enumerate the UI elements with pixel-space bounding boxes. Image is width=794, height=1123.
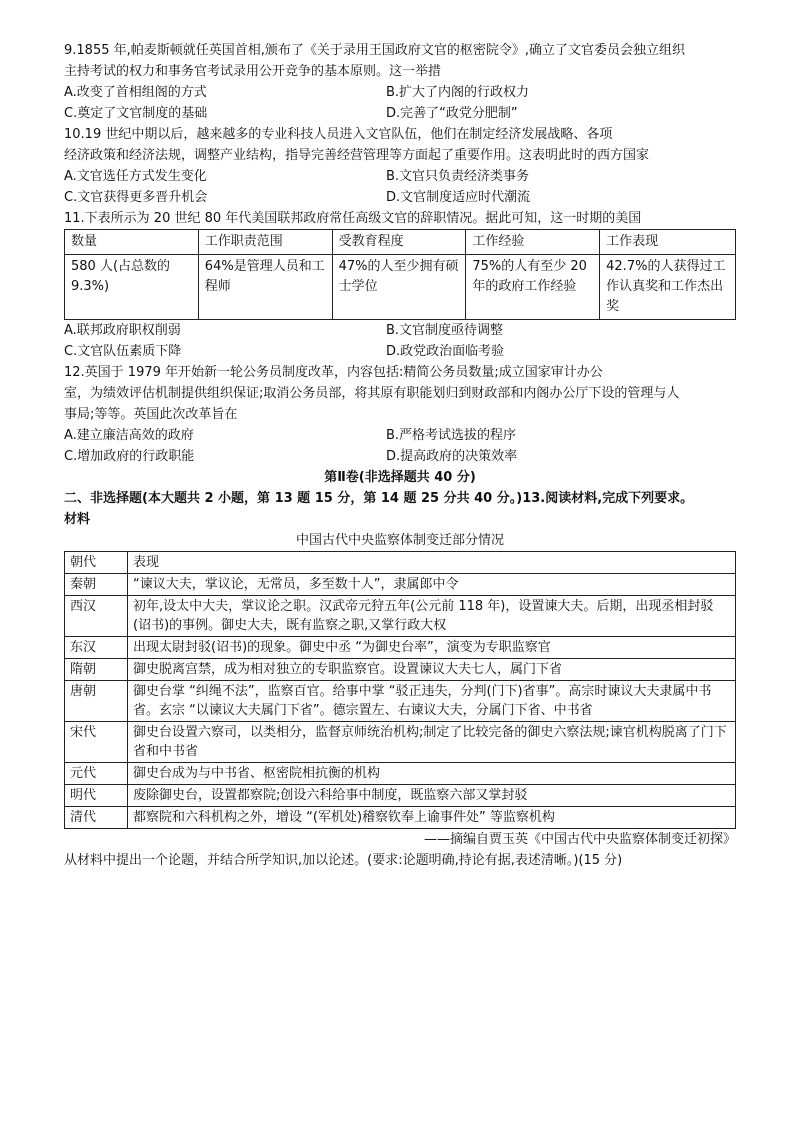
- q11-stem: 11.下表所示为 20 世纪 80 年代美国联邦政府常任高级文官的辞职情况。据此可知，这一时期的美国: [64, 211, 642, 226]
- q9-option-b: B.扩大了内阁的行政权力: [386, 85, 530, 100]
- q10-stem-line-1: 10.19 世纪中期以后，越来越多的专业科技人员进入文官队伍，他们在制定经济发展战略、各项: [64, 127, 613, 142]
- q11-header-cell: 工作职责范围: [198, 230, 332, 255]
- dynasty-cell: 清代: [65, 807, 128, 829]
- table-row: [65, 807, 736, 829]
- dynasty-cell: 隋朝: [65, 659, 128, 681]
- q10-option-d: D.文官制度适应时代潮流: [386, 190, 531, 205]
- q9-option-a: A.改变了首相组阁的方式: [64, 85, 207, 100]
- q11-option-c: C.文官队伍素质下降: [64, 344, 182, 359]
- q13-table-header-row: [65, 552, 736, 574]
- performance-cell: 御史台设置六察司，以类相分，监督京师统治机构;制定了比较完备的御史六察法规;谏官机构脱离了门下省和中书省: [128, 722, 736, 763]
- q12-option-a: A.建立廉洁高效的政府: [64, 428, 194, 443]
- section-2-title: 第Ⅱ卷(非选择题共 40 分): [324, 470, 476, 485]
- exam-page: [64, 40, 736, 871]
- q9-stem-line-2: 主持考试的权力和事务官考试录用公开竞争的基本原则。这一举措: [64, 64, 442, 79]
- q12-option-c: C.增加政府的行政职能: [64, 449, 195, 464]
- q10-option-c: C.文官获得更多晋升机会: [64, 190, 208, 205]
- table-row: [65, 659, 736, 681]
- performance-cell: 出现太尉封驳(诏书)的现象。御史中丞 “为御史台率”，演变为专职监察官: [128, 637, 736, 659]
- q11-option-b: B.文官制度亟待调整: [386, 323, 504, 338]
- q13-source: ——摘编自贾玉英《中国古代中央监察体制变迁初探》: [423, 832, 736, 847]
- dynasty-cell: 西汉: [65, 596, 128, 637]
- q11-cell: 64%是管理人员和工程师: [198, 255, 332, 320]
- table-row: [65, 596, 736, 637]
- q11-cell: 47%的人至少拥有硕士学位: [332, 255, 466, 320]
- dynasty-cell: 元代: [65, 763, 128, 785]
- q13-requirement: 从材料中提出一个论题，并结合所学知识,加以论述。(要求:论题明确,持论有据,表述清晰。)(15 分): [64, 853, 623, 868]
- q10-stem-line-2: 经济政策和经济法规，调整产业结构，指导完善经营管理等方面起了重要作用。这表明此时的西方国家: [64, 148, 650, 163]
- performance-cell: 初年,设太中大夫，掌议论之职。汉武帝元狩五年(公元前 118 年)，设置谏大夫。后期，出现丞相封驳(诏书)的事例。御史大夫，既有监察之职,又掌行政大权: [128, 596, 736, 637]
- question-11: [64, 208, 736, 362]
- q11-table-header-row: [65, 230, 736, 255]
- table-row: [65, 785, 736, 807]
- table-row: [65, 722, 736, 763]
- q13-table: [64, 551, 736, 829]
- dynasty-cell: 秦朝: [65, 574, 128, 596]
- performance-cell: 废除御史台，设置都察院;创设六科给事中制度，既监察六部又掌封驳: [128, 785, 736, 807]
- q10-option-a: A.文官选任方式发生变化: [64, 169, 207, 184]
- section-2-intro: 二、非选择题(本大题共 2 小题，第 13 题 15 分，第 14 题 25 分共 40 分。)13.阅读材料,完成下列要求。: [64, 491, 694, 506]
- material-label: 材料: [64, 512, 91, 527]
- q11-option-d: D.政党政治面临考验: [386, 344, 505, 359]
- q12-stem-line-3: 事局;等等。英国此次改革旨在: [64, 407, 238, 422]
- performance-cell: 都察院和六科机构之外，增设 “(军机处)稽察钦奉上谕事件处” 等监察机构: [128, 807, 736, 829]
- question-12: [64, 362, 736, 467]
- q10-option-b: B.文官只负责经济类事务: [386, 169, 530, 184]
- performance-cell: “谏议大夫，掌议论，无常员，多至数十人”，隶属郎中令: [128, 574, 736, 596]
- q12-stem-line-2: 室，为绩效评估机制提供组织保证;取消公务员部，将其原有职能划归到财政部和内阁办公厅下设的管理与人: [64, 386, 680, 401]
- q12-option-b: B.严格考试选拔的程序: [386, 428, 517, 443]
- q13-table-title: 中国古代中央监察体制变迁部分情况: [295, 533, 504, 548]
- q11-cell: 75%的人有至少 20 年的政府工作经验: [466, 255, 600, 320]
- question-9: [64, 40, 736, 124]
- q11-cell: 580 人(占总数的 9.3%): [65, 255, 199, 320]
- performance-cell: 御史台成为与中书省、枢密院相抗衡的机构: [128, 763, 736, 785]
- performance-cell: 御史台掌 “纠绳不法”，监察百官。给事中掌 “驳正违失，分判(门下)省事”。高宗时谏议大夫隶属中书省。玄宗 “以谏议大夫属门下省”。德宗置左、右谏议大夫，分属门下省、中书省: [128, 681, 736, 722]
- q11-header-cell: 工作表现: [600, 230, 736, 255]
- q11-header-cell: 工作经验: [466, 230, 600, 255]
- q9-option-d: D.完善了“政党分肥制”: [386, 106, 518, 121]
- dynasty-cell: 明代: [65, 785, 128, 807]
- q13-header-dynasty: 朝代: [65, 552, 128, 574]
- question-10: [64, 124, 736, 208]
- table-row: [65, 574, 736, 596]
- q11-table: [64, 229, 736, 320]
- q9-option-c: C.奠定了文官制度的基础: [64, 106, 208, 121]
- q13-header-performance: 表现: [128, 552, 736, 574]
- table-row: [65, 681, 736, 722]
- table-row: [65, 763, 736, 785]
- dynasty-cell: 东汉: [65, 637, 128, 659]
- dynasty-cell: 宋代: [65, 722, 128, 763]
- q11-option-a: A.联邦政府职权削弱: [64, 323, 181, 338]
- q9-stem-line-1: 9.1855 年,帕麦斯顿就任英国首相,颁布了《关于录用王国政府文官的枢密院令》,确立了文官委员会独立组织: [64, 43, 686, 58]
- dynasty-cell: 唐朝: [65, 681, 128, 722]
- table-row: [65, 637, 736, 659]
- q12-stem-line-1: 12.英国于 1979 年开始新一轮公务员制度改革，内容包括:精简公务员数量;成立国家审计办公: [64, 365, 603, 380]
- q11-header-cell: 受教育程度: [332, 230, 466, 255]
- performance-cell: 御史脱离宫禁，成为相对独立的专职监察官。设置谏议大夫七人，属门下省: [128, 659, 736, 681]
- q11-cell: 42.7%的人获得过工作认真奖和工作杰出奖: [600, 255, 736, 320]
- q12-option-d: D.提高政府的决策效率: [386, 449, 518, 464]
- q11-header-cell: 数量: [65, 230, 199, 255]
- q11-table-row: [65, 255, 736, 320]
